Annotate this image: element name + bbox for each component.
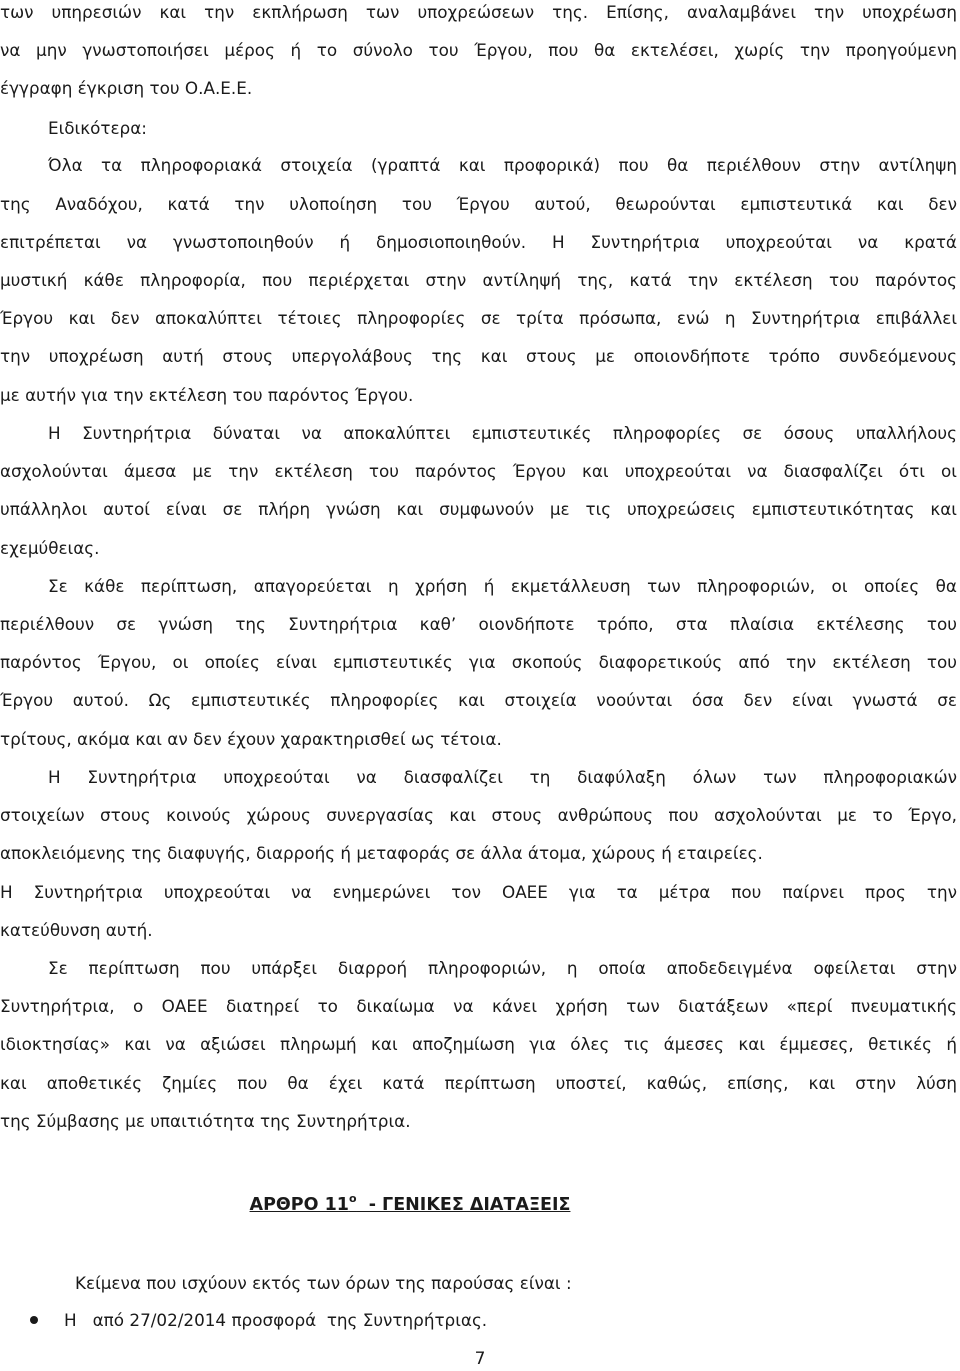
body-line: ασχολούνται άμεσα με την εκτέλεση του παρόντος Έργου και υποχρεούται να διασφαλίζει ότι οι (0, 461, 957, 481)
body-line: υπάλληλοι αυτοί είναι σε πλήρη γνώση και συμφωνούν με τις υποχρεώσεις εμπιστευτικότητας και (0, 499, 957, 519)
body-line: Σε περίπτωση που υπάρξει διαρροή πληροφοριών, η οποία αποδεδειγμένα οφείλεται στην (48, 958, 957, 978)
body-line: παρόντος Έργου, οι οποίες είναι εμπιστευτικές για σκοπούς διαφορετικούς από την εκτέλεση του (0, 652, 957, 672)
body-line: Η Συντηρήτρια δύναται να αποκαλύπτει εμπιστευτικές πληροφορίες σε όσους υπαλλήλους (48, 423, 957, 443)
body-line: την υποχρέωση αυτή στους υπεργολάβους της και στους με οποιονδήποτε τρόπο συνδεόμενους (0, 346, 957, 366)
body-line: των υπηρεσιών και την εκπλήρωση των υποχρεώσεων της. Επίσης, αναλαμβάνει την υποχρέωση (0, 2, 957, 22)
body-line: με αυτήν για την εκτέλεση του παρόντος Έργου. (0, 385, 414, 405)
body-line: κατεύθυνση αυτή. (0, 920, 153, 940)
body-line: περιέλθουν σε γνώση της Συντηρήτρια καθ’ οιονδήποτε τρόπο, στα πλαίσια εκτέλεσης του (0, 614, 957, 634)
article-heading-superscript: ο (348, 1192, 357, 1205)
article-heading-suffix: - ΓΕΝΙΚΕΣ ΔΙΑΤΑΞΕΙΣ (356, 1195, 571, 1215)
body-line: της Σύμβασης με υπαιτιότητα της Συντηρήτρια. (0, 1111, 411, 1131)
intro-text: Κείμενα που ισχύουν εκτός των όρων της παρούσας είναι : (75, 1273, 572, 1293)
body-line: και αποθετικές ζημίες που θα έχει κατά περίπτωση υποστεί, καθώς, επίσης, και στην λύση (0, 1073, 957, 1093)
body-line: αποκλειόμενης της διαφυγής, διαρροής ή μεταφοράς σε άλλα άτομα, χώρους ή εταιρείες. (0, 843, 763, 863)
body-line: Όλα τα πληροφοριακά στοιχεία (γραπτά και προφορικά) που θα περιέλθουν στην αντίληψη (48, 155, 957, 175)
body-line: Σε κάθε περίπτωση, απαγορεύεται η χρήση ή εκμετάλλευση των πληροφοριών, οι οποίες θα (48, 576, 957, 596)
body-line: Έργου αυτού. Ως εμπιστευτικές πληροφορίες και στοιχεία νοούνται όσα δεν είναι γνωστά σε (0, 690, 957, 710)
bullet-icon (30, 1316, 38, 1324)
body-line: έγγραφη έγκριση του Ο.Α.Ε.Ε. (0, 78, 253, 98)
bullet-item: Η από 27/02/2014 προσφορά της Συντηρήτριας. (64, 1310, 488, 1330)
article-heading-prefix: ΑΡΘΡΟ 11 (249, 1195, 349, 1215)
body-line: στοιχείων στους κοινούς χώρους συνεργασίας και στους ανθρώπους που ασχολούνται με το Έργο, (0, 805, 957, 825)
body-line: να μην γνωστοποιήσει μέρος ή το σύνολο του Έργου, που θα εκτελέσει, χωρίς την προηγούμενη (0, 40, 957, 60)
article-heading (0, 1193, 820, 1217)
body-line: τρίτους, ακόμα και αν δεν έχουν χαρακτηρισθεί ως τέτοια. (0, 729, 502, 749)
body-line: μυστική κάθε πληροφορία, που περιέρχεται στην αντίληψή της, κατά την εκτέλεση του παρόντος (0, 270, 957, 290)
body-line: Η Συντηρήτρια υποχρεούται να ενημερώνει τον ΟΑΕΕ για τα μέτρα που παίρνει προς την (0, 882, 957, 902)
body-line: της Αναδόχου, κατά την υλοποίηση του Έργου αυτού, θεωρούνται εμπιστευτικά και δεν (0, 194, 957, 214)
body-line: Συντηρήτρια, ο ΟΑΕΕ διατηρεί το δικαίωμα να κάνει χρήση των διατάξεων «περί πνευματικής (0, 996, 957, 1016)
body-line: επιτρέπεται να γνωστοποιηθούν ή δημοσιοποιηθούν. Η Συντηρήτρια υποχρεούται να κρατά (0, 232, 957, 252)
body-line: Η Συντηρήτρια υποχρεούται να διασφαλίζει τη διαφύλαξη όλων των πληροφοριακών (48, 767, 957, 787)
body-line: Έργου και δεν αποκαλύπτει τέτοιες πληροφορίες σε τρίτα πρόσωπα, ενώ η Συντηρήτρια επιβάλλει (0, 308, 957, 328)
page-number: 7 (474, 1349, 486, 1369)
body-line: εχεμύθειας. (0, 538, 100, 558)
body-line: ιδιοκτησίας» και να αξιώσει πληρωμή και αποζημίωση για όλες τις άμεσες και έμμεσες, θετικές ή (0, 1034, 957, 1054)
body-line: Ειδικότερα: (48, 118, 147, 138)
